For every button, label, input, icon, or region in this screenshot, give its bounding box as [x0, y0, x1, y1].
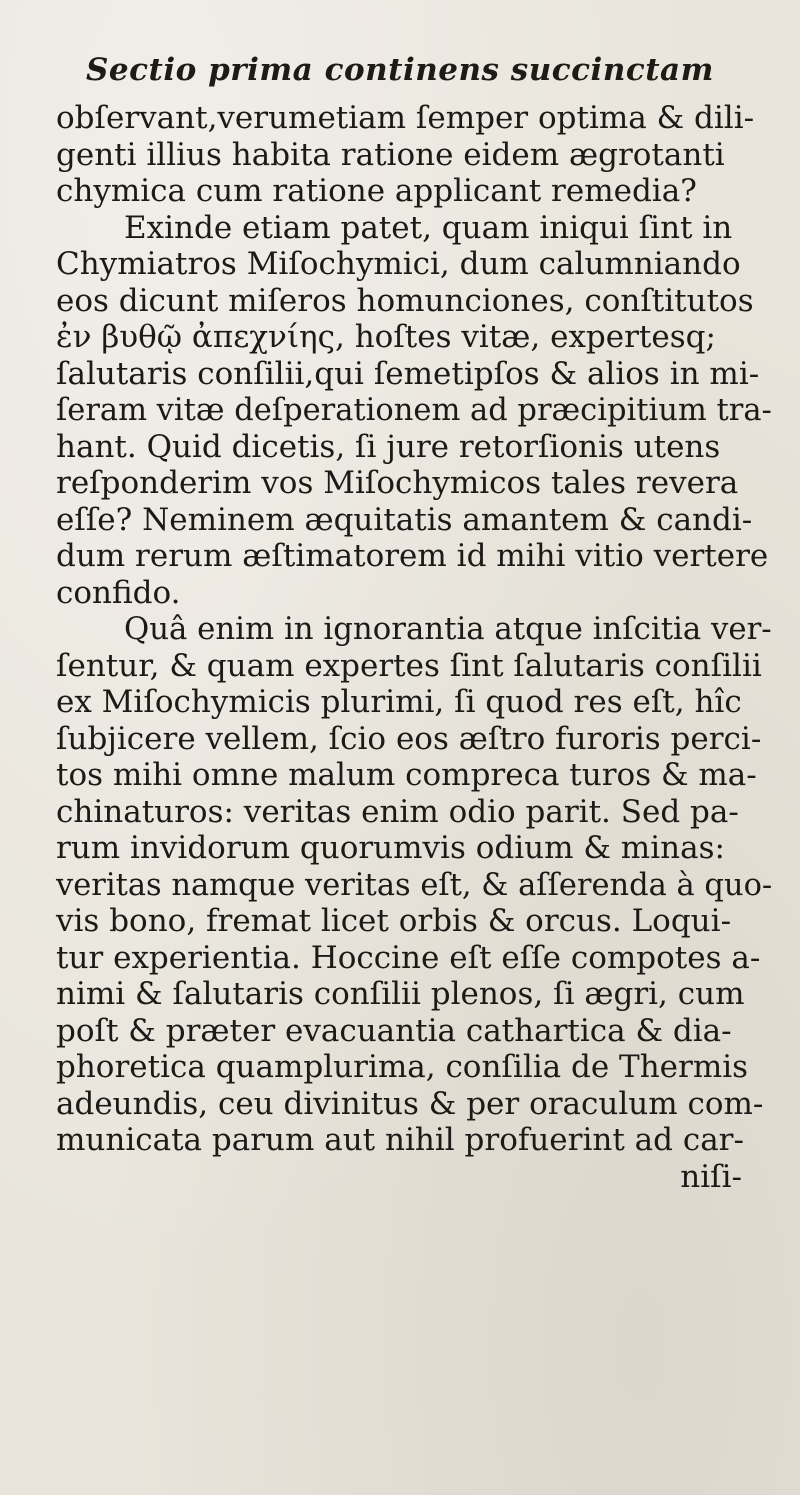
text-line: ſeram vitæ deſperationem ad præcipitium tra-	[56, 392, 772, 428]
text-line: confido.	[56, 574, 181, 611]
text-line: phoretica quamplurima, conſilia de Thermis	[56, 1049, 749, 1085]
text-line: Quâ enim in ignorantia atque inſcitia ver-	[124, 611, 772, 647]
text-line: poſt & præter evacuantia cathartica & dia-	[56, 1012, 732, 1049]
text-line: dum rerum æſtimatorem id mihi vitio vertere	[56, 538, 769, 574]
text-line: Exinde etiam patet, quam iniqui ſint in	[124, 209, 733, 246]
text-line: chymica cum ratione applicant remedia?	[56, 173, 697, 209]
body-text	[56, 100, 796, 1195]
text-line: hant. Quid dicetis, ſi jure retorſionis utens	[56, 428, 721, 465]
running-header: Sectio prima continens succinctam	[86, 52, 714, 88]
text-line: ſubjicere vellem, ſcio eos æſtro furoris perci-	[56, 720, 762, 757]
text-line: eos dicunt miſeros homunciones, conſtitutos	[56, 282, 754, 319]
text-line: tos mihi omne malum compreca turos & ma-	[56, 757, 757, 793]
text-line: Chymiatros Miſochymici, dum calumniando	[56, 246, 741, 282]
text-line: chinaturos: veritas enim odio parit. Sed pa-	[56, 793, 739, 830]
text-line: ex Miſochymicis plurimi, ſi quod res eſt, hîc	[56, 684, 742, 720]
text-line: rum invidorum quorumvis odium & minas:	[56, 830, 725, 866]
text-line: adeundis, ceu divinitus & per oraculum com-	[56, 1085, 764, 1122]
text-line: municata parum aut nihil profuerint ad car-	[56, 1122, 744, 1158]
text-line: reſponderim vos Miſochymicos tales revera	[56, 465, 739, 501]
text-line: eſſe? Neminem æquitatis amantem & candi-	[56, 501, 753, 538]
text-line: genti illius habita ratione eidem ægrotanti	[56, 136, 725, 173]
text-line: ἐν βυθῷ ἀπεχνίης, hoſtes vitæ, expertesq;	[56, 319, 716, 355]
text-line: ſalutaris conſilii,qui ſemetipſos & alios in mi-	[56, 355, 760, 392]
text-line: tur experientia. Hoccine eſt eſſe compotes a-	[56, 939, 761, 976]
catchword: niſi-	[680, 1158, 742, 1195]
text-line: veritas namque veritas eſt, & aſſerenda à quo-	[56, 866, 773, 903]
text-line: ſentur, & quam expertes ſint ſalutaris conſilii	[56, 647, 762, 684]
text-line: obſervant,verumetiam ſemper optima & dili-	[56, 100, 755, 136]
text-line: vis bono, fremat licet orbis & orcus. Loqui-	[56, 903, 732, 939]
text-line: nimi & ſalutaris conſilii plenos, ſi ægri, cum	[56, 976, 745, 1012]
